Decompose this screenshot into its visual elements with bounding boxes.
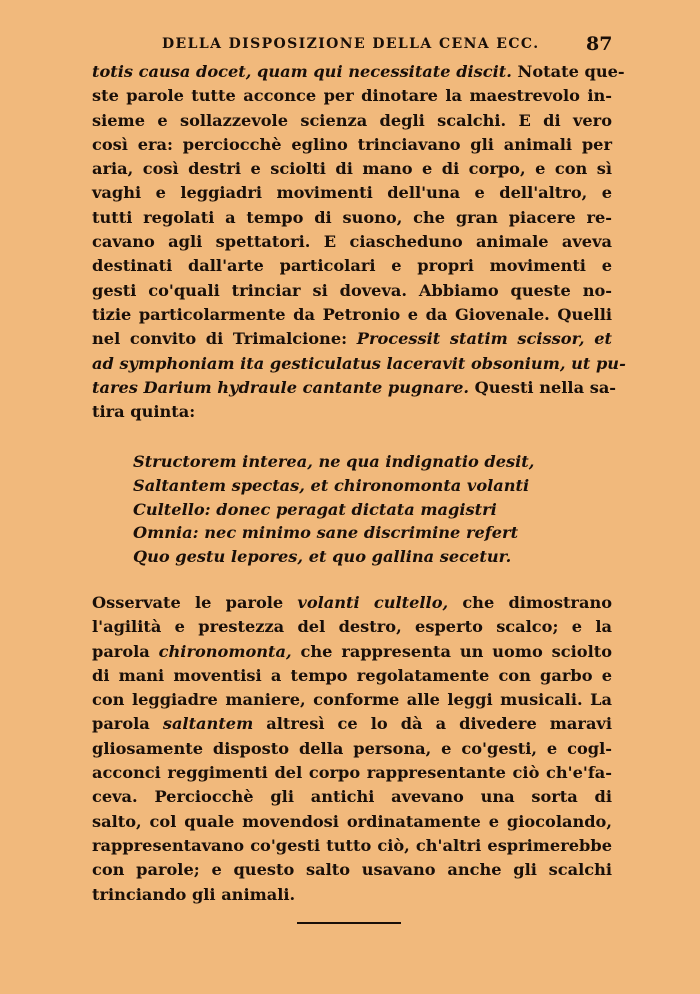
text-line [92,157,612,181]
text-run: Notate que- [511,62,625,81]
text-line [92,640,612,664]
text-run: parola [92,714,163,734]
text-run: tizie particolarmente da Petronio e da Giovenale. Quelli [92,304,612,324]
text-line [92,883,612,907]
text-run: nel convito di Trimalcione: [92,329,357,349]
text-line [92,109,612,133]
text-line [92,206,612,230]
text-run: tutti regolati a tempo di suono, che gran piacere re- [92,207,612,227]
text-line [92,737,612,761]
text-run: salto, col quale movendosi ordinatamente e giocolando, [92,811,612,831]
verse-line: Quo gestu lepores, et quo gallina secetur. [133,547,512,567]
text-line [92,303,612,327]
text-line [92,785,612,809]
text-line [92,181,612,205]
text-line [92,230,612,254]
text-run: altresì ce lo dà a divedere maravi [253,714,612,734]
text-run: trinciando gli animali. [92,884,296,904]
text-run: l'agilità e prestezza del destro, esperto scalco; e la [92,617,612,637]
verse-line: Saltantem spectas, et chironomonta volanti [133,475,530,495]
text-line [92,834,612,858]
page-number: 87 [586,33,613,55]
italic-text: ad symphoniam ita gesticulatus laceravit obsonium, ut pu- [92,353,626,373]
text-run: cavano agli spettatori. E ciascheduno animale aveva [92,232,612,252]
text-line [92,352,626,376]
text-line [92,279,612,303]
text-run: rappresentavano co'gesti tutto ciò, ch'altri esprimerebbe [92,835,612,855]
end-rule [297,922,401,924]
text-line [92,810,612,834]
text-run: di mani moventisi a tempo regolatamente con garbo e [92,665,612,685]
text-run: che rappresenta un uomo sciolto [291,641,612,661]
text-run: con leggiadre maniere, conforme alle leggi musicali. La [92,690,612,710]
italic-text: saltantem [162,714,254,734]
text-line [92,664,612,688]
text-line [92,591,612,615]
verse-quotation [133,450,553,569]
page-header [0,34,700,58]
text-run: Osservate le parole [92,593,298,612]
text-run: parola [92,641,159,661]
text-run: gesti co'quali trinciar si doveva. Abbiamo queste no- [92,280,612,300]
text-line [92,615,612,639]
text-run: così era: perciocchè eglino trinciavano gli animali per [92,134,612,154]
text-run: ceva. Perciocchè gli antichi avevano una sorta di [92,787,612,807]
text-run: tira quinta: [92,402,196,422]
text-run: gliosamente disposto della persona, e co'gesti, e cogl- [92,738,612,758]
text-run: aria, così destri e sciolti di mano e di corpo, e con sì [92,159,612,179]
verse-line: Omnia: nec minimo sane discrimine refert [133,523,519,543]
verse-line: Cultello: donec peragat dictata magistri [133,499,497,519]
text-line [92,688,612,712]
italic-text: tares Darium hydraule cantante pugnare. [92,377,470,397]
running-head: DELLA DISPOSIZIONE DELLA CENA ECC. [162,36,540,52]
text-line [92,254,612,278]
text-line [92,761,612,785]
text-line [92,376,617,400]
text-line [92,133,612,157]
text-run: ste parole tutte acconce per dinotare la maestrevolo in- [92,86,612,106]
verse-line: Structorem interea, ne qua indignatio desit, [133,452,535,471]
text-run: vaghi e leggiadri movimenti dell'una e dell'altro, e [92,183,612,203]
italic-text: volanti cultello, [297,593,449,612]
text-run: acconci reggimenti del corpo rappresentante ciò ch'e'fa- [92,763,612,783]
italic-text: Processit statim scissor, et [356,329,613,349]
text-line [92,712,612,736]
text-run: che dimostrano [448,593,613,612]
text-line [92,84,612,108]
text-line [92,400,612,424]
text-run: sieme e sollazzevole scienza degli scalchi. E di vero [92,110,612,130]
text-line [92,60,625,84]
paragraph-2 [92,591,612,907]
text-line [92,327,612,351]
italic-text: totis causa docet, quam qui necessitate discit. [92,62,512,81]
text-run: con parole; e questo salto usavano anche gli scalchi [92,860,612,880]
italic-text: chironomonta, [158,641,292,661]
text-line [92,858,612,882]
text-run: Questi nella sa- [469,377,617,397]
paragraph-1 [92,60,626,424]
text-run: destinati dall'arte particolari e propri movimenti e [92,256,612,276]
